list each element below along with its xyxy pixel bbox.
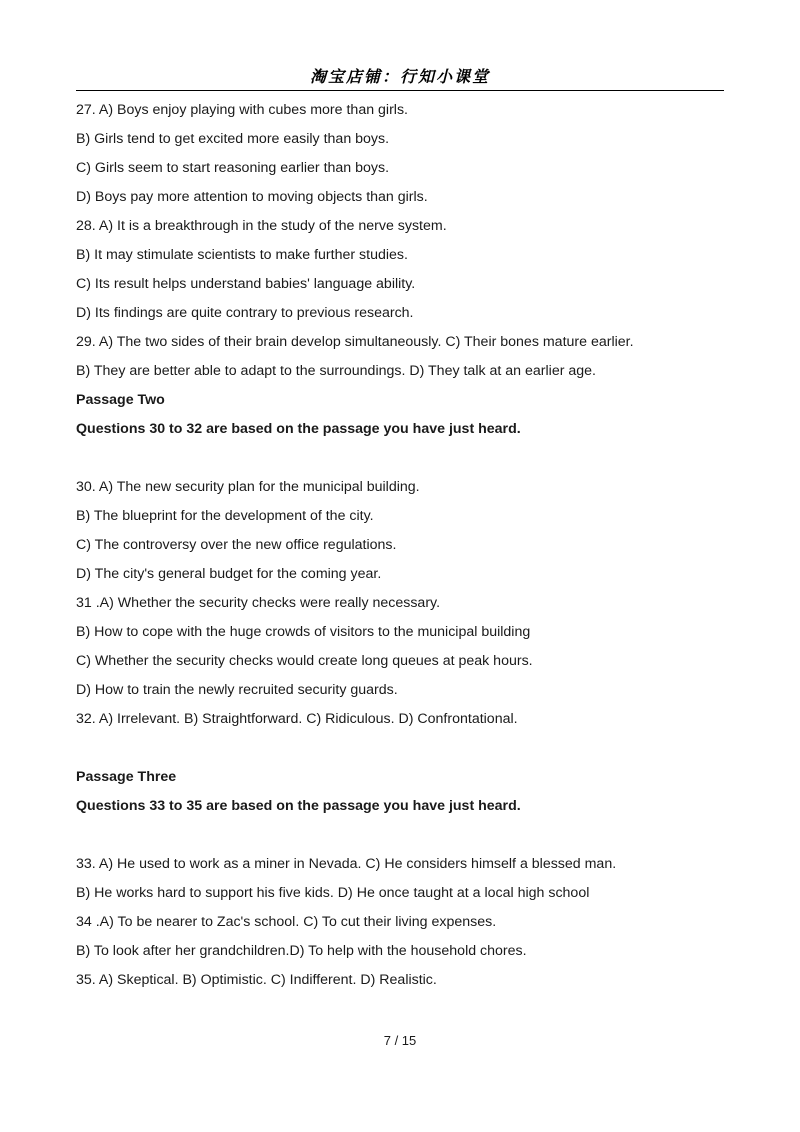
spacer xyxy=(76,444,726,473)
q31-option-b: B) How to cope with the huge crowds of visitors to the municipal building xyxy=(76,624,531,640)
q32-options: 32. A) Irrelevant. B) Straightforward. C) Ridiculous. D) Confrontational. xyxy=(76,711,518,727)
spacer xyxy=(76,821,726,850)
document-body xyxy=(76,96,726,995)
page-number: 7 / 15 xyxy=(383,1033,417,1048)
passage-three-heading: Passage Three xyxy=(76,769,177,785)
spacer xyxy=(76,734,726,763)
q28-option-d: D) Its findings are quite contrary to previous research. xyxy=(76,305,414,321)
q31-option-c: C) Whether the security checks would create long queues at peak hours. xyxy=(76,653,533,669)
q30-option-c: C) The controversy over the new office regulations. xyxy=(76,537,397,553)
q30-option-b: B) The blueprint for the development of the city. xyxy=(76,508,374,524)
passage-two-instructions: Questions 30 to 32 are based on the passage you have just heard. xyxy=(76,421,521,437)
q30-option-d: D) The city's general budget for the coming year. xyxy=(76,566,382,582)
passage-two-heading: Passage Two xyxy=(76,392,165,408)
header-title: 淘宝店铺：行知小课堂 xyxy=(309,69,490,86)
q31-option-a: 31 .A) Whether the security checks were really necessary. xyxy=(76,595,441,611)
q28-option-a: 28. A) It is a breakthrough in the study of the nerve system. xyxy=(76,218,447,234)
q27-option-a: 27. A) Boys enjoy playing with cubes more than girls. xyxy=(76,102,408,118)
q27-option-d: D) Boys pay more attention to moving objects than girls. xyxy=(76,189,428,205)
q33-options-bd: B) He works hard to support his five kids. D) He once taught at a local high school xyxy=(76,885,590,901)
passage-three-instructions: Questions 33 to 35 are based on the passage you have just heard. xyxy=(76,798,521,814)
q29-options-ac: 29. A) The two sides of their brain develop simultaneously. C) Their bones mature earlier. xyxy=(76,334,634,350)
q27-option-b: B) Girls tend to get excited more easily than boys. xyxy=(76,131,390,147)
q34-options-ac: 34 .A) To be nearer to Zac's school. C) To cut their living expenses. xyxy=(76,914,497,930)
q28-option-c: C) Its result helps understand babies' language ability. xyxy=(76,276,416,292)
page-header xyxy=(76,58,724,91)
q30-option-a: 30. A) The new security plan for the municipal building. xyxy=(76,479,420,495)
q33-options-ac: 33. A) He used to work as a miner in Nevada. C) He considers himself a blessed man. xyxy=(76,856,617,872)
q29-options-bd: B) They are better able to adapt to the surroundings. D) They talk at an earlier age. xyxy=(76,363,596,379)
q35-options: 35. A) Skeptical. B) Optimistic. C) Indifferent. D) Realistic. xyxy=(76,972,437,988)
q34-options-bd: B) To look after her grandchildren.D) To help with the household chores. xyxy=(76,943,527,959)
q31-option-d: D) How to train the newly recruited security guards. xyxy=(76,682,398,698)
q27-option-c: C) Girls seem to start reasoning earlier than boys. xyxy=(76,160,390,176)
q28-option-b: B) It may stimulate scientists to make further studies. xyxy=(76,247,408,263)
